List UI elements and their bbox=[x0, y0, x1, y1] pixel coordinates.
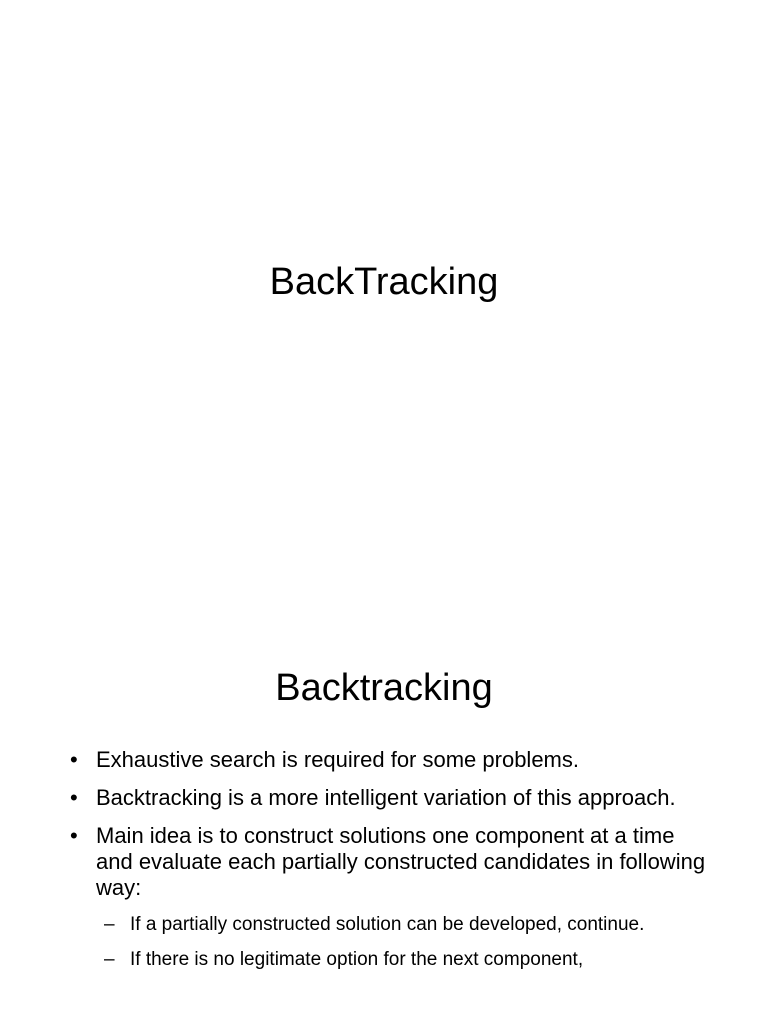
bullet-item bbox=[70, 823, 710, 971]
slide-1-title: BackTracking bbox=[269, 261, 499, 303]
slide-2-title: Backtracking bbox=[275, 667, 493, 709]
bullet-item bbox=[70, 785, 710, 811]
sub-bullet-list bbox=[70, 913, 684, 971]
bullet-text: Exhaustive search is required for some problems. bbox=[96, 747, 579, 772]
sub-bullet-item bbox=[70, 913, 684, 936]
sub-bullet-mark: – bbox=[104, 914, 115, 935]
bullet-item bbox=[70, 747, 710, 773]
bullet-mark: • bbox=[70, 747, 78, 772]
sub-bullet-item bbox=[70, 948, 684, 971]
sub-bullet-mark: – bbox=[104, 949, 115, 970]
bullet-list bbox=[70, 747, 710, 983]
bullet-text: Main idea is to construct solutions one component at a time and evaluate each partially constructed candidates in following way: bbox=[96, 823, 706, 900]
slide-2 bbox=[0, 576, 768, 1024]
bullet-mark: • bbox=[70, 785, 78, 810]
sub-bullet-text: If a partially constructed solution can be developed, continue. bbox=[130, 914, 645, 935]
sub-bullet-text: If there is no legitimate option for the next component, bbox=[130, 949, 584, 970]
bullet-mark: • bbox=[70, 823, 78, 848]
bullet-text: Backtracking is a more intelligent variation of this approach. bbox=[96, 785, 676, 810]
